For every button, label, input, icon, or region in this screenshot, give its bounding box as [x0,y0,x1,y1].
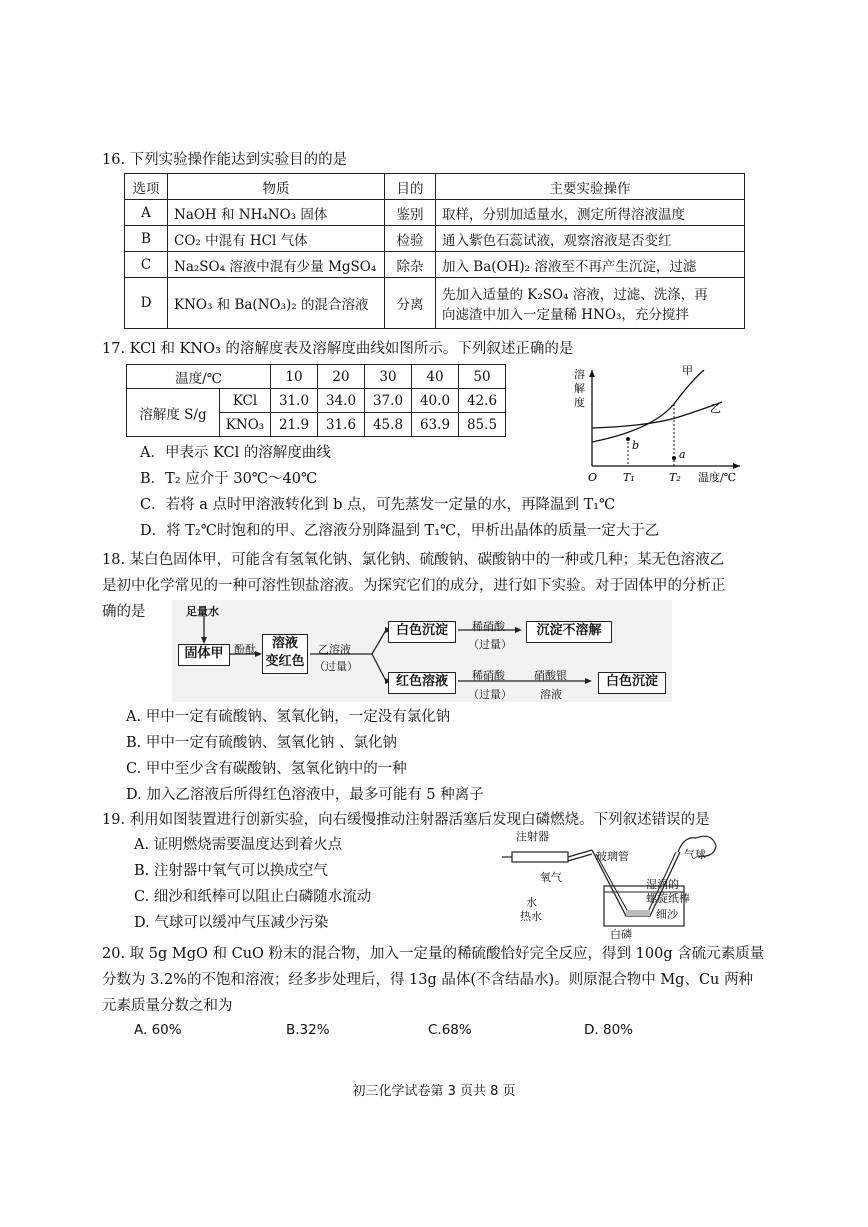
q16-header-operation: 主要实验操作 [436,174,745,200]
flow-red-line2: 变红色 [265,654,305,669]
flow-hno3-label-2: 稀硝酸 [472,669,505,682]
kcl-value: 37.0 [365,389,412,413]
graph-label-jia: 甲 [682,364,693,377]
row-goal: 检验 [385,226,436,252]
row-goal: 分离 [385,278,436,329]
curve-jia [592,370,704,442]
row-operation-line1: 先加入适量的 K₂SO₄ 溶液，过滤、洗涤，再 [442,287,708,303]
row-substance: NaOH 和 NH₄NO₃ 固体 [168,200,385,226]
syringe-barrel [512,852,568,862]
solubility-curve-graph [562,364,752,486]
flow-excess3-label: （过量） [468,688,512,701]
q19-option-c: C. 细沙和纸棒可以阻止白磷随水流动 [134,889,372,905]
row-option: A [125,200,168,226]
q20-option-d: D. 80% [584,1022,633,1038]
kno3-value: 63.9 [412,413,459,437]
row-substance: CO₂ 中混有 HCl 气体 [168,226,385,252]
table-row [125,252,745,278]
q17-option-b: B．T₂ 应介于 30℃～40℃ [140,471,318,487]
q18-option-b: B. 甲中一定有硫酸钠、氢氧化钠 、氯化钠 [126,735,397,751]
q17-solubility-table [126,364,506,437]
kno3-label: KNO₃ [220,413,271,437]
q20-option-a: A. 60% [134,1022,182,1038]
flow-box-solid: 固体甲 [178,644,230,666]
graph-xlabel: 温度/℃ [698,471,737,484]
graph-point-b: b [632,439,640,452]
label-hot-water: 热水 [520,910,542,923]
row-operation [436,278,745,329]
row-goal: 鉴别 [385,200,436,226]
kno3-value: 31.6 [318,413,365,437]
graph-ylabel-2: 解 [574,382,585,395]
flow-water-label: 足量水 [186,605,219,618]
row-option: C [125,252,168,278]
graph-t2: T₂ [669,471,681,484]
flow-hno3-label-1: 稀硝酸 [472,620,505,633]
q20-stem-line2: 分数为 3.2%的不饱和溶液；经多步处理后，得 13g 晶体(不含结晶水)。则原混合物中 Mg、Cu 两种 [102,972,753,988]
q16-header-goal: 目的 [385,174,436,200]
row-option: D [125,278,168,329]
q16-stem: 16. 下列实验操作能达到实验目的的是 [102,152,348,168]
temp-value: 20 [318,365,365,389]
row-option: B [125,226,168,252]
temp-value: 40 [412,365,459,389]
flow-agno3-label-1: 硝酸银 [534,669,567,682]
q17-option-c: C．若将 a 点时甲溶液转化到 b 点，可先蒸发一定量的水，再降温到 T₁℃ [140,497,616,513]
q20-option-b: B.32% [286,1022,330,1038]
label-syringe: 注射器 [516,830,549,843]
table-row [125,278,745,329]
q19-option-d: D. 气球可以缓冲气压减少污染 [134,915,329,931]
flow-yi-label: 乙溶液 [318,643,351,656]
q19-stem: 19. 利用如图装置进行创新实验，向右缓慢推动注射器活塞后发现白磷燃烧。下列叙述错误的是 [102,812,710,828]
kno3-value: 45.8 [365,413,412,437]
curve-yi [592,402,722,428]
q16-table [124,173,745,329]
label-balloon: 气球 [684,848,706,861]
q18-option-a: A. 甲中一定有硫酸钠、氢氧化钠，一定没有氯化钠 [126,709,451,725]
q20-stem-line3: 元素质量分数之和为 [102,998,233,1014]
flow-excess2-label: （过量） [468,638,512,651]
graph-ylabel-3: 度 [574,396,585,409]
temp-value: 10 [271,365,318,389]
label-water: 水 [526,896,537,909]
flow-box-white-precipitate-2: 白色沉淀 [598,672,666,694]
q16-header-option: 选项 [125,174,168,200]
table-row [125,200,745,226]
point-b [626,437,630,441]
point-a [672,456,676,460]
flow-agno3-label-2: 溶液 [540,688,562,701]
table-row [125,226,745,252]
row-substance: Na₂SO₄ 溶液中混有少量 MgSO₄ [168,252,385,278]
page-footer: 初三化学试卷第 3 页共 8 页 [352,1084,516,1099]
flow-box-no-dissolve: 沉淀不溶解 [526,621,612,643]
kcl-value: 34.0 [318,389,365,413]
q17-option-d: D．将 T₂℃时饱和的甲、乙溶液分别降温到 T₁℃，甲析出晶体的质量一定大于乙 [140,523,660,539]
q18-stem-line3: 确的是 [102,604,146,620]
flow-box-red-solution [262,634,308,674]
label-oxygen: 氧气 [540,871,562,884]
label-paper-1: 湿润的 [646,878,679,891]
temp-value: 30 [365,365,412,389]
row-substance: KNO₃ 和 Ba(NO₃)₂ 的混合溶液 [168,278,385,329]
y-axis-arrow [589,370,595,377]
graph-label-yi: 乙 [710,402,721,415]
flow-box-white-precipitate: 白色沉淀 [388,621,456,643]
label-sand: 细沙 [656,908,678,921]
flow-red-line1: 溶液 [271,636,298,651]
kcl-value: 40.0 [412,389,459,413]
flow-box-red-solution-2: 红色溶液 [388,672,456,694]
temp-label: 温度/℃ [127,365,271,389]
x-axis-arrow [733,463,740,469]
kcl-label: KCl [220,389,271,413]
row-operation: 取样，分别加适量水，测定所得溶液温度 [436,200,745,226]
row-goal: 除杂 [385,252,436,278]
graph-t1: T₁ [623,471,635,484]
kno3-value: 21.9 [271,413,318,437]
q17-stem: 17. KCl 和 KNO₃ 的溶解度表及溶解度曲线如图所示。下列叙述正确的是 [102,341,574,357]
kcl-value: 42.6 [459,389,506,413]
label-paper-2: 螺旋纸棒 [646,892,690,905]
kcl-value: 31.0 [271,389,318,413]
temp-value: 50 [459,365,506,389]
solubility-label: 溶解度 S/g [127,389,220,437]
q20-stem-line1: 20. 取 5g MgO 和 CuO 粉末的混合物，加入一定量的稀硫酸恰好完全反应，得到 100g 含硫元素质量 [102,946,765,962]
sand [626,910,650,916]
row-operation: 通入紫色石蕊试液，观察溶液是否变红 [436,226,745,252]
q18-option-c: C. 甲中至少含有碳酸钠、氢氧化钠中的一种 [126,761,407,777]
q16-header-substance: 物质 [168,174,385,200]
graph-ylabel-1: 溶 [574,368,585,381]
row-operation: 加入 Ba(OH)₂ 溶液至不再产生沉淀，过滤 [436,252,745,278]
flow-phenol-label: 酚酞 [234,643,256,656]
label-phosphorus: 白磷 [610,928,632,941]
q18-option-d: D. 加入乙溶液后所得红色溶液中，最多可能有 5 种离子 [126,787,484,803]
row-operation-line2: 向滤渣中加入一定量稀 HNO₃，充分搅拌 [442,307,689,323]
q18-stem-line2: 是初中化学常见的一种可溶性钡盐溶液。为探究它们的成分，进行如下实验。对于固体甲的分析正 [102,578,726,594]
flow-excess1-label: （过量） [314,660,358,673]
q19-option-a: A. 证明燃烧需要温度达到着火点 [134,837,343,853]
q19-option-b: B. 注射器中氧气可以换成空气 [134,863,328,879]
q17-option-a: A．甲表示 KCl 的溶解度曲线 [140,445,331,461]
kno3-value: 85.5 [459,413,506,437]
graph-point-a: a [679,448,686,461]
q18-stem-line1: 18. 某白色固体甲，可能含有氢氧化钠、氯化钠、硫酸钠、碳酸钠中的一种或几种；某无色溶液乙 [102,552,725,568]
label-tube: 玻璃管 [596,850,629,863]
graph-origin: O [588,471,598,484]
q20-option-c: C.68% [428,1022,472,1038]
